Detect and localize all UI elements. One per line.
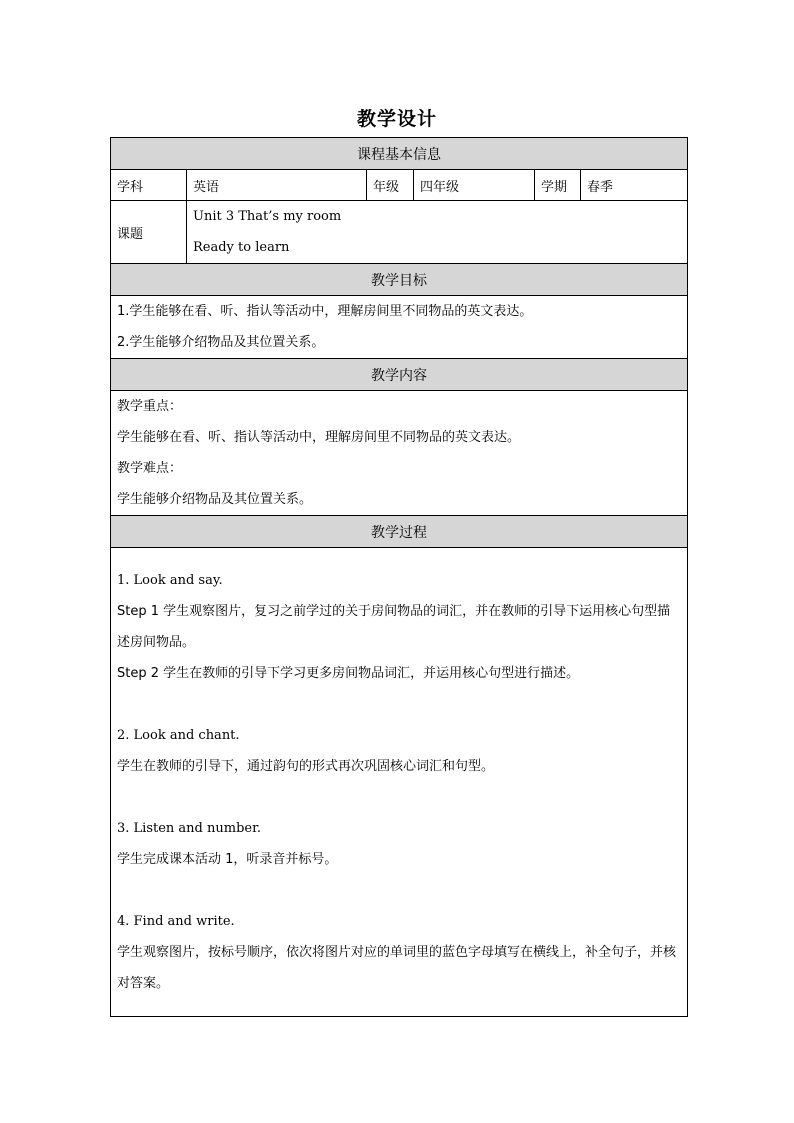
topic-line-2: Ready to learn — [193, 240, 290, 255]
lesson-plan-table — [110, 137, 688, 1017]
grade-label: 年级 — [367, 170, 414, 201]
objective-item: 1.学生能够在看、听、指认等活动中，理解房间里不同物品的英文表达。 — [117, 304, 533, 319]
topic-line-1: Unit 3 That’s my room — [193, 209, 342, 224]
process-step-text: 学生完成课本活动 1，听录音并标号。 — [117, 852, 338, 867]
spacer — [117, 875, 681, 906]
section-header-objectives: 教学目标 — [111, 264, 688, 296]
topic-label: 课题 — [111, 201, 187, 264]
process-step-title: 2. Look and chant. — [117, 728, 240, 743]
section-header-basic-info: 课程基本信息 — [111, 138, 688, 170]
key-point-text: 学生能够在看、听、指认等活动中，理解房间里不同物品的英文表达。 — [117, 430, 521, 445]
page-title: 教学设计 — [356, 108, 437, 130]
process-cell — [111, 548, 688, 1017]
section-header-process: 教学过程 — [111, 516, 688, 548]
term-label: 学期 — [535, 170, 581, 201]
objective-item: 2.学生能够介绍物品及其位置关系。 — [117, 335, 325, 350]
difficult-point-text: 学生能够介绍物品及其位置关系。 — [117, 492, 313, 507]
difficult-point-label: 教学难点： — [117, 461, 183, 476]
process-step-text: Step 2 学生在教师的引导下学习更多房间物品词汇，并运用核心句型进行描述。 — [117, 666, 580, 681]
process-step-title: 4. Find and write. — [117, 914, 235, 929]
grade-value: 四年级 — [414, 170, 535, 201]
spacer — [117, 782, 681, 813]
process-step-title: 3. Listen and number. — [117, 821, 262, 836]
section-header-content: 教学内容 — [111, 359, 688, 391]
subject-value: 英语 — [187, 170, 367, 201]
subject-label: 学科 — [111, 170, 187, 201]
process-step-text: Step 1 学生观察图片，复习之前学过的关于房间物品的词汇，并在教师的引导下运用核心句型描述房间物品。 — [117, 604, 671, 650]
spacer — [117, 689, 681, 720]
key-point-label: 教学重点： — [117, 399, 183, 414]
process-step-text: 学生在教师的引导下，通过韵句的形式再次巩固核心词汇和句型。 — [117, 759, 495, 774]
content-cell — [111, 391, 688, 516]
process-step-title: 1. Look and say. — [117, 573, 223, 588]
process-step-text: 学生观察图片，按标号顺序，依次将图片对应的单词里的蓝色字母填写在横线上，补全句子，并核对答案。 — [117, 945, 677, 991]
objectives-cell — [111, 296, 688, 359]
topic-value — [187, 201, 688, 264]
term-value: 春季 — [581, 170, 688, 201]
